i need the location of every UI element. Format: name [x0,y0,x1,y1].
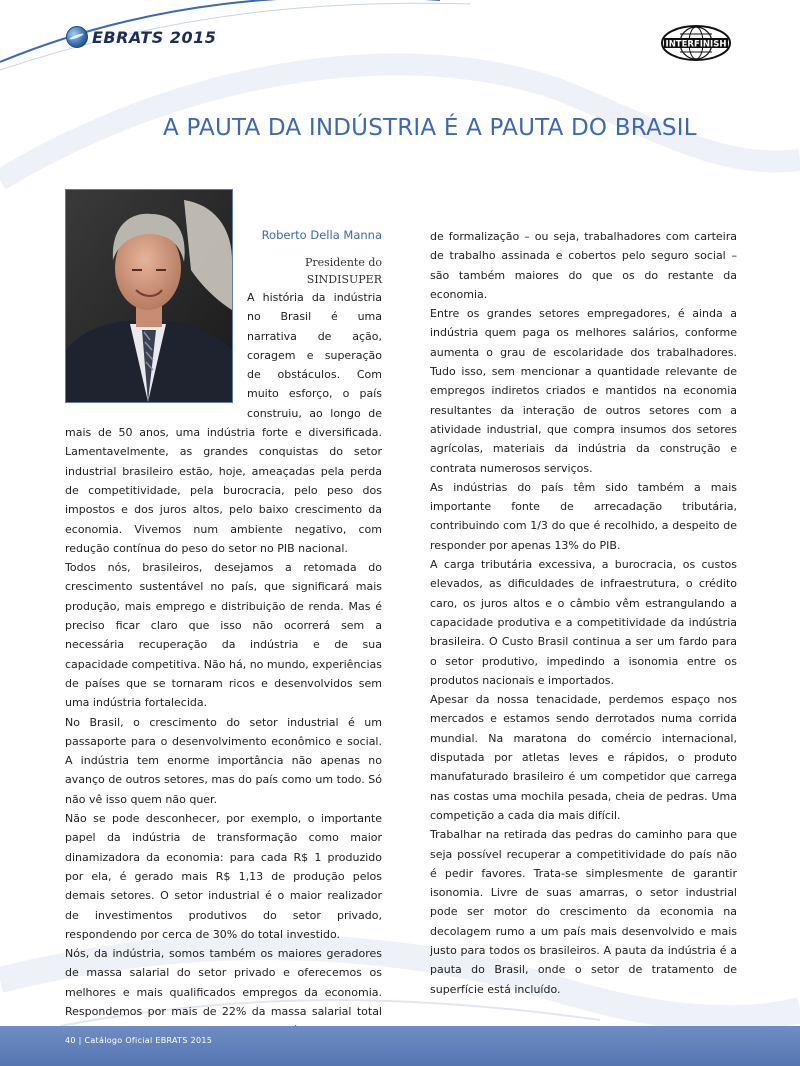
ebrats-logo [66,26,216,48]
article-title: A PAUTA DA INDÚSTRIA É A PAUTA DO BRASIL [163,115,697,141]
paragraph: A carga tributária excessiva, a burocracia, os custos elevados, as dificuldades de infraestrutura, o crédito caro, os juros altos e o câmbio vêm estrangulando a capacidade produtiva e a competitividade da indústria brasileira. O Custo Brasil continua a ser um fardo para o setor produtivo, impedindo a isonomia entre os produtos nacionais e importados. [430,558,737,687]
article-column-right [430,227,737,999]
paragraph: A história da indústria no Brasil é uma narrativa de ação, coragem e superação de obstáculos. Com muito esforço, o país construiu, ao longo de mais de 50 anos, uma indústria forte e diversificada. Lamentavelmente, as grandes conquistas do setor industrial brasileiro estão, hoje, ameaçadas pela perda de competitividade, pela burocracia, pelo peso dos impostos e dos juros altos, pelo baixo crescimento da economia. Vivemos num ambiente negativo, com redução contínua do peso do setor no PIB nacional. [65,291,382,555]
paragraph: Nós, da indústria, somos também os maiores geradores de massa salarial do setor privado e oferecemos os melhores e mais qualificados empregos da economia. Respondemos por mais de 22% da massa salarial total [65,947,382,1018]
photo-wrap-spacer [65,288,247,411]
footer-text [65,1036,212,1045]
author-role-line: SINDISUPER [306,273,382,286]
paragraph: Não se pode desconhecer, por exemplo, o importante papel da indústria de transformação como maior dinamizadora da economia: para cada R$ 1 produzido por ela, é gerado mais R$ 1,13 de produção pelos demais setores. O setor industrial é o maior realizador de investimentos produtivos do setor privado, respondendo por cerca de 30% do total investido. [65,812,382,941]
logo-text: EBRATS 2015 [92,27,217,47]
paragraph: Apesar da nossa tenacidade, perdemos espaço nos mercados e estamos sendo derrotados numa corrida mundial. Na maratona do comércio internacional, disputada por atletas leves e rápidos, o produto manufaturado brasileiro é um competidor que carrega nas costas uma mochila pesada, cheia de pedras. Uma competição a cada dia mais difícil. [430,693,737,822]
footer-separator: | [78,1036,82,1045]
footer-band [0,1026,800,1066]
paragraph: Entre os grandes setores empregadores, é ainda a indústria quem paga os melhores salários, conforme aumenta o grau de escolaridade dos trabalhadores. Tudo isso, sem mencionar a quantidade relevante de empregos indiretos criados e mantidos na economia resultantes da interação de outros setores com a atividade industrial, que compra insumos dos setores agrícolas, materiais da indústria da construção e contrata numerosos serviços. [430,307,737,475]
interfinish-logo [660,23,732,63]
author-role-line: Presidente do [304,256,382,269]
globe-icon [66,26,88,48]
page-number: 40 [65,1036,76,1045]
paragraph: No Brasil, o crescimento do setor industrial é um passaporte para o desenvolvimento econômico e social. A indústria tem enorme importância não apenas no avanço de outros setores, mas do país como um todo. Só não vê isso quem não quer. [65,715,382,806]
paragraph: As indústrias do país têm sido também a mais importante fonte de arrecadação tributária, contribuindo com 1/3 do que é recolhido, a despeito de responder por apenas 13% do PIB. [430,480,737,552]
header [0,0,800,70]
author-name: Roberto Della Manna [261,228,382,242]
article-column-left [65,288,382,1060]
paragraph: Trabalhar na retirada das pedras do caminho para que seja possível recuperar a competitividade do país não é pedir favores. Trata-se simplesmente de garantir isonomia. Livre de suas amarras, o setor industrial pode ser motor do crescimento da economia na decolagem rumo a um país mais desenvolvido e mais justo para todos os brasileiros. A pauta da indústria é a pauta do Brasil, onde o setor de tratamento de superfície está incluído. [430,828,737,996]
author-role [262,254,382,288]
author-byline [262,228,382,288]
publication-name: Catálogo Oficial EBRATS 2015 [84,1036,213,1045]
paragraph: de formalização – ou seja, trabalhadores com carteira de trabalho assinada e cobertos pelo seguro social – são também maiores do que os do restante da economia. [430,230,737,301]
paragraph: Todos nós, brasileiros, desejamos a retomada do crescimento sustentável no país, que significará mais produção, mais emprego e distribuição de renda. Mas é preciso ficar claro que isso não ocorrerá sem a necessária recuperação da indústria e de sua capacidade competitiva. Não há, no mundo, experiências de países que se tornaram ricos e desenvolvidos sem uma indústria fortalecida. [65,561,383,710]
interfinish-logo-text: INTERFINISH [665,39,727,50]
